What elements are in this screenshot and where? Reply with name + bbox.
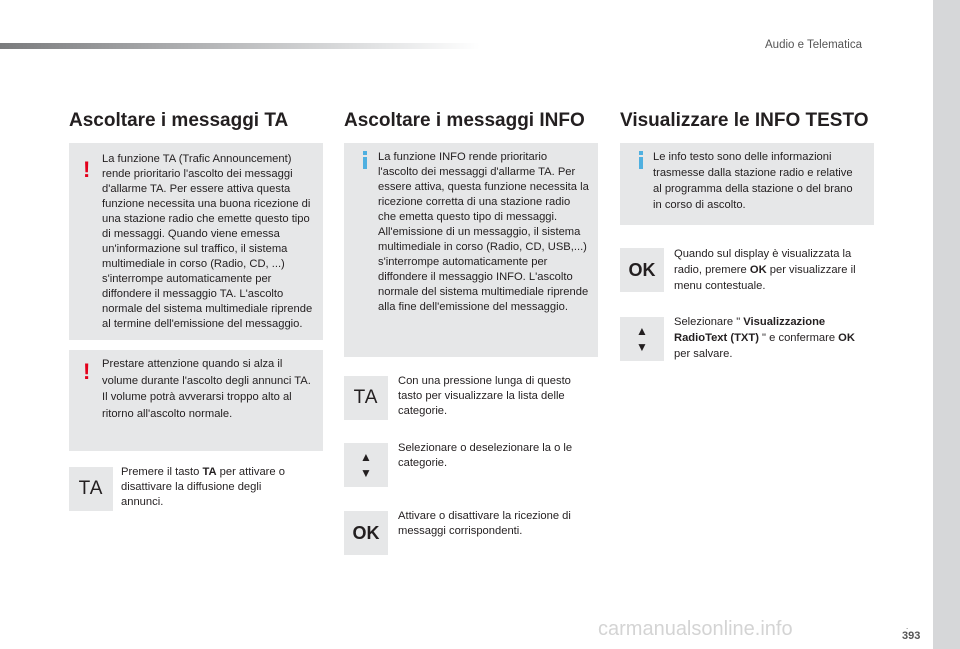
- step-long-press: Con una pressione lunga di questo tasto per visualizzare la lista delle categorie.: [398, 375, 571, 417]
- warning-icon: !: [83, 157, 91, 182]
- step-radiotext-pre: Selezionare ": [674, 316, 744, 328]
- info-box-info: [344, 143, 598, 357]
- arrow-down-icon: ▼: [360, 466, 372, 480]
- page-edge-tab: [933, 0, 960, 649]
- step-context-menu-post: per visualizzare il menu contestuale.: [674, 264, 856, 292]
- chapter-title: Audio e Telematica: [765, 39, 862, 51]
- ok-button[interactable]: [620, 248, 664, 292]
- info-text-info: La funzione INFO rende prioritario l'ascolto dei messaggi d'allarme TA. Per essere attiva, questa funzione necessita la ricezione corretta di una stazione radio che emetta questo tipo di messaggi. All'emissione di un messaggio, il sistema multimediale in corso (Radio, CD, USB,...) s'interrompe automaticamente per diffondere il messaggio INFO. L'ascolto normale del sistema multimediale riprende alla fine dell'emissione del messaggio.: [378, 151, 589, 313]
- section-title-info-testo: Visualizzare le INFO TESTO: [620, 110, 869, 131]
- warning-box-ta: [69, 143, 323, 340]
- section-title-ta: Ascoltare i messaggi TA: [69, 110, 289, 131]
- info-text-testo: Le info testo sono delle informazioni trasmesse dalla stazione radio e relative al programma della stazione o del brano in corso di ascolto.: [653, 151, 853, 211]
- ta-instruction-key: TA: [202, 466, 217, 478]
- step-context-menu: [674, 246, 874, 294]
- ok-button[interactable]: [344, 511, 388, 555]
- info-icon: [363, 151, 367, 171]
- page-mark: .: [906, 622, 909, 631]
- section-title-info: Ascoltare i messaggi INFO: [344, 110, 585, 131]
- page-number: 393: [902, 630, 921, 642]
- ta-instruction-pre: Premere il tasto: [121, 466, 203, 478]
- ta-button-label: TA: [78, 478, 104, 499]
- warning-icon: !: [83, 359, 91, 384]
- watermark: carmanualsonline.info: [598, 618, 793, 640]
- arrow-up-icon: ▲: [360, 450, 372, 464]
- up-down-arrows-button[interactable]: [344, 443, 388, 487]
- info-box-testo: [620, 143, 874, 225]
- warning-text-volume: Prestare attenzione quando si alza il volume durante l'ascolto degli annunci TA. Il volume potrà avverarsi troppo alto al ritorno all'ascolto normale.: [102, 358, 311, 420]
- arrow-up-icon: ▲: [636, 324, 648, 338]
- step-select-categories: Selezionare o deselezionare la o le categorie.: [398, 442, 573, 469]
- step-context-menu-pre: Quando sul display è visualizzata la radio, premere: [674, 248, 852, 276]
- step-radiotext: [674, 314, 874, 362]
- header-gradient-bar: [0, 43, 480, 49]
- step-radiotext-post: per salvare.: [674, 348, 733, 360]
- info-icon: [639, 151, 643, 171]
- ta-button[interactable]: [69, 467, 113, 511]
- warning-box-volume: [69, 350, 323, 451]
- step-activate: Attivare o disattivare la ricezione di messaggi corrispondenti.: [398, 510, 571, 537]
- ta-instruction: [121, 465, 296, 510]
- warning-text-ta: La funzione TA (Trafic Announcement) rende prioritario l'ascolto dei messaggi d'allarme TA. Per essere attiva questa funzione necessita una buona ricezione di una stazione radio che emette questo tipo di messaggi. Quando viene emessa un'informazione sul traffico, il sistema multimediale in corso (Radio, CD, ...) s'interrompe automaticamente per diffondere il messaggio TA. L'ascolto normale del sistema multimediale riprende al termine dell'emissione del messaggio.: [102, 153, 313, 330]
- arrow-down-icon: ▼: [636, 340, 648, 354]
- ta-button-label: TA: [353, 387, 379, 408]
- step-context-menu-key: OK: [749, 264, 767, 276]
- step-radiotext-option: Visualizzazione RadioText (TXT): [674, 316, 826, 344]
- ta-button-long-press[interactable]: [344, 376, 388, 420]
- ok-button-label: OK: [352, 522, 380, 543]
- up-down-arrows-button[interactable]: [620, 317, 664, 361]
- step-radiotext-key: OK: [838, 332, 855, 344]
- step-radiotext-mid: " e confermare: [758, 332, 839, 344]
- ta-instruction-post: per attivare o disattivare la diffusione degli annunci.: [121, 466, 285, 508]
- ok-button-label: OK: [628, 259, 656, 280]
